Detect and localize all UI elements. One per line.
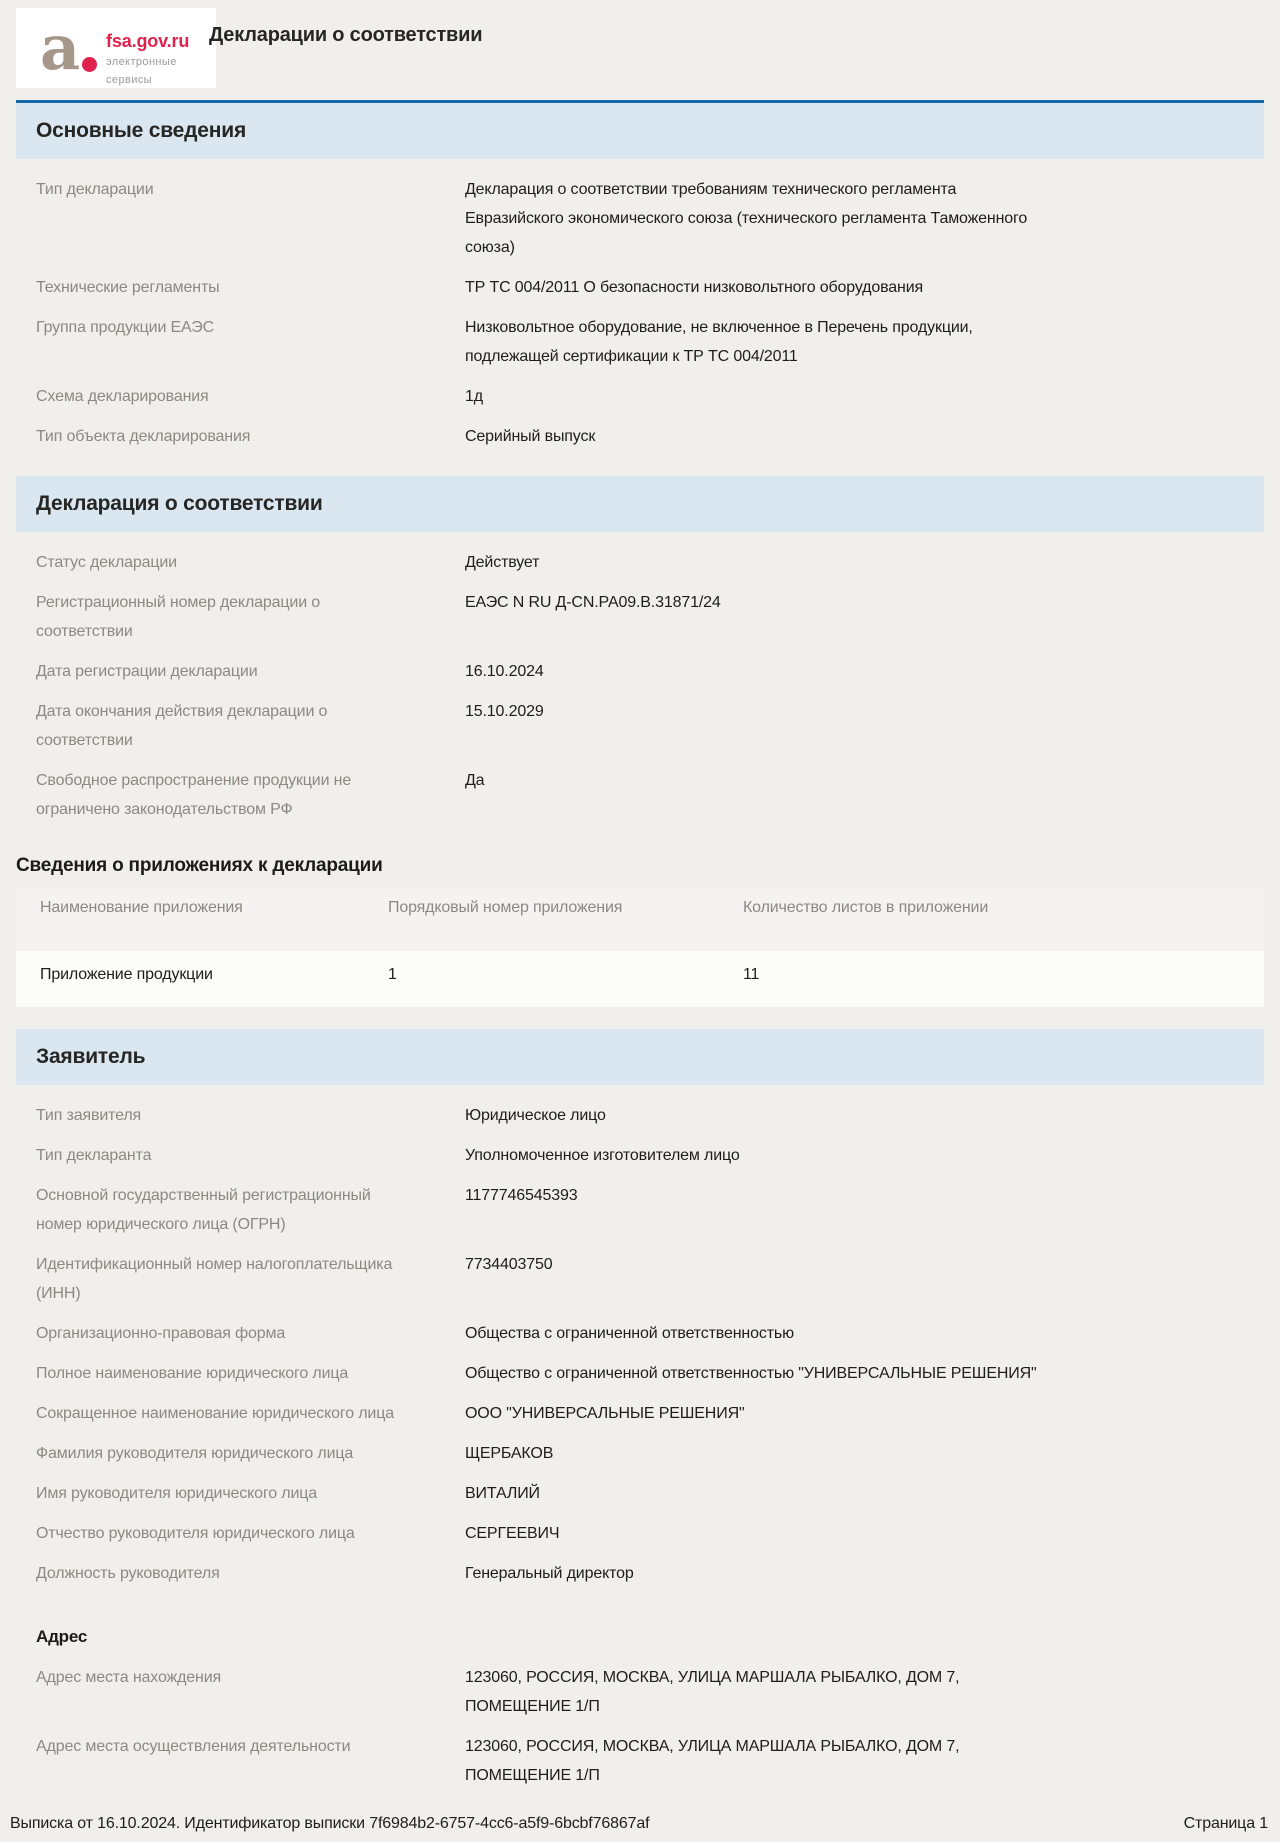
section-applicant-header bbox=[16, 1029, 1264, 1085]
field-value: Да bbox=[465, 772, 485, 789]
field-row-product-group bbox=[16, 313, 1264, 371]
field-row-head-position bbox=[16, 1559, 1264, 1588]
field-label: Полное наименование юридического лица bbox=[36, 1365, 349, 1382]
field-label: Должность руководителя bbox=[36, 1565, 220, 1582]
field-row-free-distribution bbox=[16, 766, 1264, 824]
address-fields bbox=[0, 1663, 1280, 1815]
field-value: 1177746545393 bbox=[465, 1187, 578, 1204]
field-value: 123060, РОССИЯ, МОСКВА, УЛИЦА МАРШАЛА РЫБАЛКО, ДОМ 7, ПОМЕЩЕНИЕ 1/П bbox=[465, 1738, 960, 1784]
field-value: Общество с ограниченной ответственностью "УНИВЕРСАЛЬНЫЕ РЕШЕНИЯ" bbox=[465, 1365, 1037, 1382]
field-label: Отчество руководителя юридического лица bbox=[36, 1525, 355, 1542]
field-row-legal-form bbox=[16, 1319, 1264, 1348]
section-main-info-header bbox=[16, 100, 1264, 159]
field-value: Юридическое лицо bbox=[465, 1107, 606, 1124]
red-dot-icon bbox=[82, 57, 97, 72]
field-label: Схема декларирования bbox=[36, 388, 209, 405]
field-label: Сокращенное наименование юридического лица bbox=[36, 1405, 394, 1422]
field-row-expiry-date bbox=[16, 697, 1264, 755]
field-value: ООО "УНИВЕРСАЛЬНЫЕ РЕШЕНИЯ" bbox=[465, 1405, 745, 1422]
field-value: Декларация о соответствии требованиям технического регламента Евразийского экономического союза (технического регламента Таможенного союза) bbox=[465, 181, 1028, 256]
field-row-declaration-scheme bbox=[16, 382, 1264, 411]
field-row-declaration-type bbox=[16, 175, 1264, 262]
field-row-full-name bbox=[16, 1359, 1264, 1388]
field-label: Идентификационный номер налогоплательщика (ИНН) bbox=[36, 1256, 393, 1302]
field-label: Тип заявителя bbox=[36, 1107, 142, 1124]
field-row-activity-address bbox=[16, 1732, 1264, 1790]
field-label: Статус декларации bbox=[36, 554, 177, 571]
field-label: Тип декларации bbox=[36, 181, 154, 198]
field-label: Дата окончания действия декларации о соответствии bbox=[36, 703, 328, 749]
section-declaration bbox=[0, 476, 1280, 849]
field-label: Имя руководителя юридического лица bbox=[36, 1485, 317, 1502]
applicant-fields bbox=[0, 1085, 1280, 1613]
field-value: 7734403750 bbox=[465, 1256, 553, 1273]
logo-text bbox=[106, 9, 216, 88]
declaration-fields bbox=[0, 532, 1280, 849]
field-label: Тип объекта декларирования bbox=[36, 428, 251, 445]
field-label: Организационно-правовая форма bbox=[36, 1325, 286, 1342]
field-row-applicant-type bbox=[16, 1101, 1264, 1130]
field-value: Действует bbox=[465, 554, 540, 571]
field-row-status bbox=[16, 548, 1264, 577]
section-title: Основные сведения bbox=[36, 119, 247, 142]
section-title: Декларация о соответствии bbox=[36, 492, 323, 515]
section-attachments bbox=[0, 849, 1280, 1029]
table-row bbox=[16, 951, 1264, 1007]
address-heading: Адрес bbox=[36, 1627, 88, 1646]
field-row-registration-number bbox=[16, 588, 1264, 646]
brand-name: fsa.gov.ru bbox=[106, 30, 190, 51]
field-value: 123060, РОССИЯ, МОСКВА, УЛИЦА МАРШАЛА РЫБАЛКО, ДОМ 7, ПОМЕЩЕНИЕ 1/П bbox=[465, 1669, 960, 1715]
brand-tagline: электронные сервисы bbox=[106, 55, 177, 86]
section-title: Заявитель bbox=[36, 1045, 146, 1068]
field-value: Уполномоченное изготовителем лицо bbox=[465, 1147, 740, 1164]
section-declaration-header bbox=[16, 476, 1264, 532]
table-cell-attachment-sheets: 11 bbox=[743, 966, 760, 983]
field-value: ЕАЭС N RU Д-CN.РА09.В.31871/24 bbox=[465, 594, 721, 611]
field-row-declarant-type bbox=[16, 1141, 1264, 1170]
field-row-object-type bbox=[16, 422, 1264, 451]
section-applicant bbox=[0, 1029, 1280, 1815]
document-header bbox=[0, 0, 1280, 100]
field-label: Тип декларанта bbox=[36, 1147, 152, 1164]
field-value: Низковольтное оборудование, не включенное в Перечень продукции, подлежащей сертификации к ТР ТС 004/2011 bbox=[465, 319, 973, 365]
attachments-table bbox=[16, 889, 1264, 1007]
field-value: Серийный выпуск bbox=[465, 428, 596, 445]
field-row-head-surname bbox=[16, 1439, 1264, 1468]
field-value: 1д bbox=[465, 388, 483, 405]
field-label: Технические регламенты bbox=[36, 279, 220, 296]
fsa-logo bbox=[16, 8, 216, 88]
field-value: 16.10.2024 bbox=[465, 663, 544, 680]
field-label: Дата регистрации декларации bbox=[36, 663, 258, 680]
column-header-attachment-name: Наименование приложения bbox=[40, 899, 243, 916]
field-row-registration-date bbox=[16, 657, 1264, 686]
field-label: Группа продукции ЕАЭС bbox=[36, 319, 214, 336]
field-label: Свободное распространение продукции не ограничено законодательством РФ bbox=[36, 772, 352, 818]
column-header-attachment-number: Порядковый номер приложения bbox=[388, 899, 623, 916]
field-label: Регистрационный номер декларации о соответствии bbox=[36, 594, 321, 640]
field-value: СЕРГЕЕВИЧ bbox=[465, 1525, 560, 1542]
field-row-ogrn bbox=[16, 1181, 1264, 1239]
field-value: ВИТАЛИЙ bbox=[465, 1485, 540, 1502]
field-value: ТР ТС 004/2011 О безопасности низковольтного оборудования bbox=[465, 279, 923, 296]
table-cell-attachment-name: Приложение продукции bbox=[40, 966, 213, 983]
table-header-row bbox=[16, 889, 1264, 951]
column-header-attachment-sheets: Количество листов в приложении bbox=[743, 899, 989, 916]
fsa-logo-mark-icon: a bbox=[40, 11, 81, 84]
field-value: Общества с ограниченной ответственностью bbox=[465, 1325, 794, 1342]
page-title: Декларации о соответствии bbox=[209, 24, 483, 46]
table-cell-attachment-number: 1 bbox=[388, 966, 397, 983]
field-value: 15.10.2029 bbox=[465, 703, 544, 720]
field-row-short-name bbox=[16, 1399, 1264, 1428]
field-row-location-address bbox=[16, 1663, 1264, 1721]
field-row-inn bbox=[16, 1250, 1264, 1308]
page-number: Страница 1 bbox=[1183, 1815, 1268, 1832]
field-row-technical-regulations bbox=[16, 273, 1264, 302]
document-footer bbox=[0, 1815, 1280, 1842]
main-info-fields bbox=[0, 159, 1280, 476]
field-row-head-patronymic bbox=[16, 1519, 1264, 1548]
extract-info: Выписка от 16.10.2024. Идентификатор выписки 7f6984b2-6757-4cc6-a5f9-6bcbf76867af bbox=[10, 1815, 650, 1832]
field-row-head-name bbox=[16, 1479, 1264, 1508]
field-value: Генеральный директор bbox=[465, 1565, 634, 1582]
section-main-info bbox=[0, 100, 1280, 476]
field-label: Основной государственный регистрационный номер юридического лица (ОГРН) bbox=[36, 1187, 371, 1233]
field-label: Адрес места нахождения bbox=[36, 1669, 221, 1686]
field-label: Адрес места осуществления деятельности bbox=[36, 1738, 351, 1755]
spacer bbox=[0, 1007, 1280, 1029]
field-label: Фамилия руководителя юридического лица bbox=[36, 1445, 354, 1462]
attachments-heading: Сведения о приложениях к декларации bbox=[16, 855, 383, 876]
field-value: ЩЕРБАКОВ bbox=[465, 1445, 554, 1462]
